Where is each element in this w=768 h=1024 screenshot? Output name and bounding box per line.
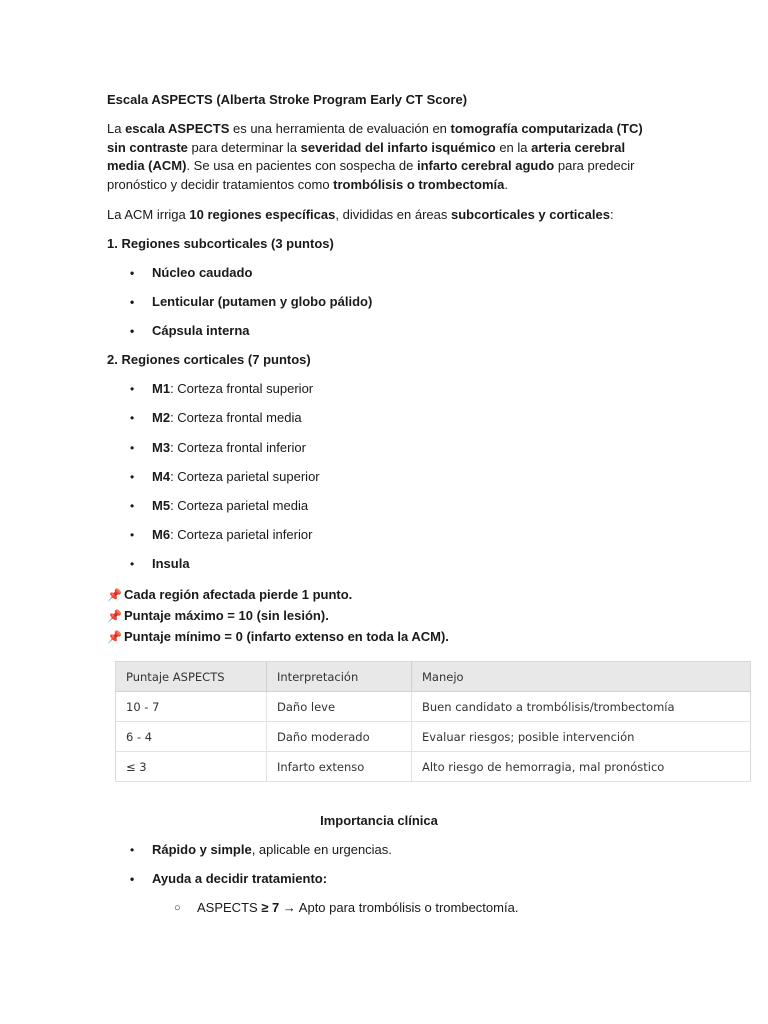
pushpin-icon: 📌 <box>107 588 122 602</box>
table-header-cell: Puntaje ASPECTS <box>116 662 267 692</box>
list-item: • M5: Corteza parietal media <box>130 498 309 513</box>
aspects-table <box>115 661 751 782</box>
table-row <box>116 752 751 782</box>
acm-paragraph: La ACM irriga 10 regiones específicas, divididas en áreas subcorticales y corticales: <box>107 207 614 222</box>
list-item: • Insula <box>130 556 190 571</box>
section-heading: Importancia clínica <box>320 813 438 828</box>
list-item: • Ayuda a decidir tratamiento: <box>130 871 328 886</box>
list-item: • M2: Corteza frontal media <box>130 410 302 425</box>
subcortical-heading: 1. Regiones subcorticales (3 puntos) <box>107 236 334 251</box>
intro-line-4: pronóstico y decidir tratamientos como trombólisis o trombectomía. <box>107 176 508 192</box>
table-cell: Daño leve <box>267 692 412 722</box>
pin-note: 📌 Puntaje mínimo = 0 (infarto extenso en toda la ACM). <box>107 629 449 644</box>
pin-note: 📌 Cada región afectada pierde 1 punto. <box>107 587 353 602</box>
list-item: • Lenticular (putamen y globo pálido) <box>130 294 373 309</box>
table-cell: 6 - 4 <box>116 722 267 752</box>
list-item: • M6: Corteza parietal inferior <box>130 527 313 542</box>
table-cell: Alto riesgo de hemorragia, mal pronóstico <box>412 752 751 782</box>
intro-line-3: media (ACM). Se usa en pacientes con sospecha de infarto cerebral agudo para predecir <box>107 158 635 173</box>
list-item: • M4: Corteza parietal superior <box>130 469 320 484</box>
document-title: Escala ASPECTS (Alberta Stroke Program Early CT Score) <box>107 92 468 107</box>
list-item: • Rápido y simple, aplicable en urgencias. <box>130 842 392 857</box>
table-header-cell: Manejo <box>412 662 751 692</box>
table-cell: Daño moderado <box>267 722 412 752</box>
list-item: • M1: Corteza frontal superior <box>130 381 314 396</box>
table-cell: Infarto extenso <box>267 752 412 782</box>
pushpin-icon: 📌 <box>107 609 122 623</box>
table-row <box>116 692 751 722</box>
intro-line-1: La escala ASPECTS es una herramienta de evaluación en tomografía computarizada (TC) <box>107 121 643 136</box>
table-row <box>116 722 751 752</box>
list-item: • Núcleo caudado <box>130 265 253 280</box>
intro-line-2: sin contraste para determinar la severidad del infarto isquémico en la arteria cerebral <box>107 139 626 155</box>
list-item: • M3: Corteza frontal inferior <box>130 440 306 455</box>
table-header-cell: Interpretación <box>267 662 412 692</box>
pushpin-icon: 📌 <box>107 630 122 644</box>
table-header-row <box>116 662 751 692</box>
list-item: • Cápsula interna <box>130 323 250 338</box>
table-cell: Evaluar riesgos; posible intervención <box>412 722 751 752</box>
cortical-heading: 2. Regiones corticales (7 puntos) <box>107 352 311 367</box>
sub-list-item: ○ ASPECTS ≥ 7 → Apto para trombólisis o trombectomía. <box>174 900 519 915</box>
pin-note: 📌 Puntaje máximo = 10 (sin lesión). <box>107 608 329 623</box>
table-cell: 10 - 7 <box>116 692 267 722</box>
table-cell: ≤ 3 <box>116 752 267 782</box>
table-cell: Buen candidato a trombólisis/trombectomía <box>412 692 751 722</box>
